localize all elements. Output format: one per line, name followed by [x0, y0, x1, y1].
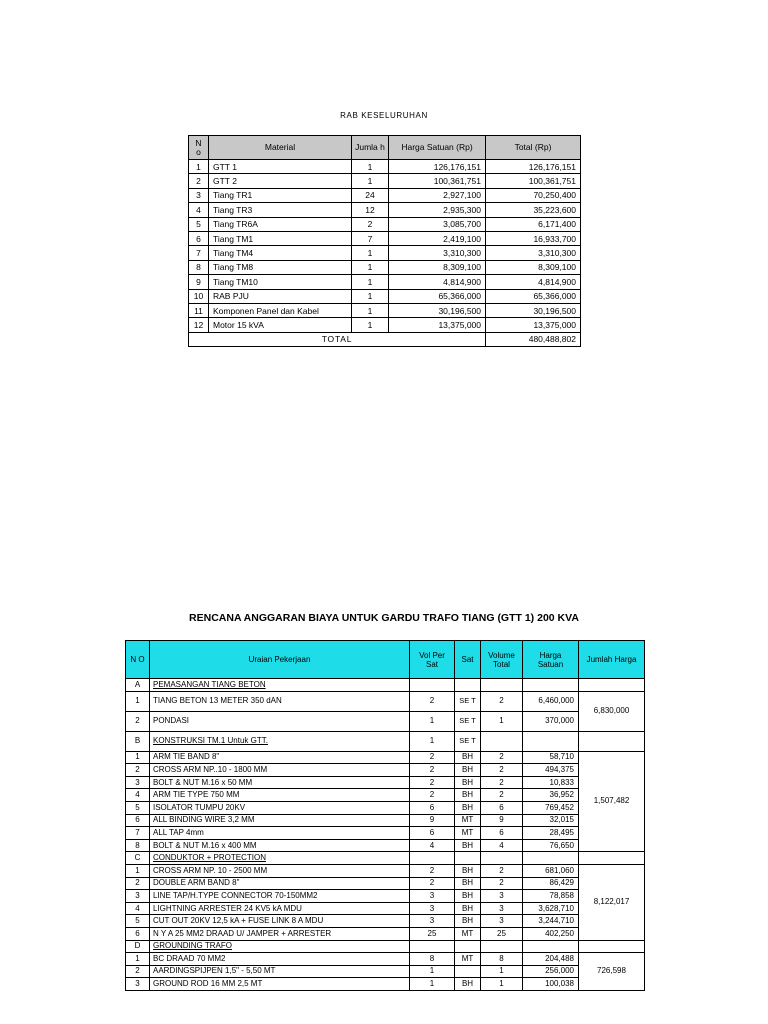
cell-harga: 10,833	[523, 776, 579, 789]
cell-volume: 2	[481, 691, 523, 711]
cell-jumlah: 1	[352, 160, 389, 174]
cell-vol	[410, 940, 455, 953]
cell-harga: 204,488	[523, 953, 579, 966]
cell-no: 5	[126, 801, 150, 814]
cell-vol: 2	[410, 789, 455, 802]
cell-sat: BH	[455, 839, 481, 852]
cell-sat: MT	[455, 927, 481, 940]
cell-vol: 2	[410, 877, 455, 890]
table-row	[126, 902, 645, 915]
cell-uraian: TIANG BETON 13 METER 350 dAN	[150, 691, 410, 711]
cell-uraian: CROSS ARM NP. 10 - 2500 MM	[150, 864, 410, 877]
cell-harga-satuan: 100,361,751	[389, 174, 486, 188]
cell-total: 30,196,500	[486, 303, 581, 317]
cell-harga-satuan: 30,196,500	[389, 303, 486, 317]
cell-jumlah	[579, 940, 645, 953]
cell-harga	[523, 940, 579, 953]
cell-total: 3,310,300	[486, 246, 581, 260]
cell-sat: MT	[455, 814, 481, 827]
table-row	[126, 965, 645, 978]
cell-no: 8	[189, 260, 209, 274]
gtt-title: RENCANA ANGGARAN BIAYA UNTUK GARDU TRAFO TIANG (GTT 1) 200 KVA	[189, 612, 579, 624]
cell-total: 100,361,751	[486, 174, 581, 188]
cell-uraian: LIGHTNING ARRESTER 24 KV5 kA MDU	[150, 902, 410, 915]
cell-no: 2	[126, 877, 150, 890]
header-volume-total: Volume Total	[481, 641, 523, 679]
section-label: KONSTRUKSI TM.1 Untuk GTT.	[150, 731, 410, 751]
cell-harga: 36,952	[523, 789, 579, 802]
table-row	[126, 789, 645, 802]
cell-jumlah: 2	[352, 217, 389, 231]
cell-total: 126,176,151	[486, 160, 581, 174]
cell-harga: 100,038	[523, 978, 579, 991]
cell-no: 6	[126, 814, 150, 827]
cell-harga: 32,015	[523, 814, 579, 827]
cell-material: Tiang TR3	[209, 203, 352, 217]
table-row	[189, 160, 581, 174]
cell-harga	[523, 852, 579, 865]
table-row	[189, 318, 581, 332]
cell-material: Tiang TM10	[209, 275, 352, 289]
cell-material: Tiang TR1	[209, 188, 352, 202]
cell-no: 12	[189, 318, 209, 332]
header-total: Total (Rp)	[486, 136, 581, 160]
table-row	[126, 978, 645, 991]
cell-uraian: ALL BINDING WIRE 3,2 MM	[150, 814, 410, 827]
table-row	[126, 827, 645, 840]
cell-no: 3	[126, 776, 150, 789]
header-uraian: Uraian Pekerjaan	[150, 641, 410, 679]
section-label: CONDUKTOR + PROTECTION	[150, 852, 410, 865]
cell-harga-satuan: 65,366,000	[389, 289, 486, 303]
cell-no: 6	[126, 927, 150, 940]
cell-sat: BH	[455, 890, 481, 903]
cell-jumlah-harga: 6,830,000	[579, 691, 645, 731]
cell-uraian: BOLT & NUT M.16 x 400 MM	[150, 839, 410, 852]
cell-total: 8,309,100	[486, 260, 581, 274]
cell-harga: 76,650	[523, 839, 579, 852]
cell-vol: 2	[410, 691, 455, 711]
table-row	[126, 864, 645, 877]
cell-no: 7	[189, 246, 209, 260]
cell-jumlah-harga: 726,598	[579, 953, 645, 991]
cell-volume: 1	[481, 978, 523, 991]
section-label: GROUNDING TRAFO	[150, 940, 410, 953]
cell-vol: 6	[410, 827, 455, 840]
cell-uraian: ISOLATOR TUMPU 20KV	[150, 801, 410, 814]
cell-uraian: ALL TAP 4mm	[150, 827, 410, 840]
gtt-budget-table	[125, 640, 645, 991]
cell-no: 3	[189, 188, 209, 202]
cell-harga-satuan: 2,935,300	[389, 203, 486, 217]
cell-sat: BH	[455, 789, 481, 802]
cell-sat: SE T	[455, 691, 481, 711]
cell-uraian: GROUND ROD 16 MM 2,5 MT	[150, 978, 410, 991]
cell-no: 1	[189, 160, 209, 174]
cell-vol: 1	[410, 978, 455, 991]
cell-material: Tiang TM4	[209, 246, 352, 260]
cell-material: Tiang TM8	[209, 260, 352, 274]
table-row	[189, 203, 581, 217]
table-header-row	[189, 136, 581, 160]
header-jumlah: Jumla h	[352, 136, 389, 160]
cell-uraian: CROSS ARM NP..10 - 1800 MM	[150, 764, 410, 777]
rab-keseluruhan-table	[188, 135, 581, 347]
cell-harga: 402,250	[523, 927, 579, 940]
cell-sat: BH	[455, 801, 481, 814]
cell-no: 2	[126, 711, 150, 731]
header-material: Material	[209, 136, 352, 160]
cell-volume: 4	[481, 839, 523, 852]
section-row	[126, 731, 645, 751]
cell-volume: 2	[481, 877, 523, 890]
cell-volume: 3	[481, 915, 523, 928]
cell-no: 11	[189, 303, 209, 317]
cell-uraian: ARM TIE TYPE 750 MM	[150, 789, 410, 802]
cell-sat: BH	[455, 864, 481, 877]
cell-jumlah: 7	[352, 231, 389, 245]
cell-vol: 3	[410, 890, 455, 903]
cell-vol: 2	[410, 751, 455, 764]
total-row	[189, 332, 581, 346]
cell-total: 70,250,400	[486, 188, 581, 202]
cell-volume	[481, 940, 523, 953]
cell-jumlah	[579, 731, 645, 751]
cell-sat: BH	[455, 902, 481, 915]
table-row	[126, 953, 645, 966]
table-row	[189, 260, 581, 274]
cell-sat: SE T	[455, 731, 481, 751]
cell-vol: 8	[410, 953, 455, 966]
cell-jumlah: 1	[352, 318, 389, 332]
cell-sat	[455, 852, 481, 865]
cell-uraian: LINE TAP/H.TYPE CONNECTOR 70-150MM2	[150, 890, 410, 903]
table-row	[189, 275, 581, 289]
cell-uraian: BOLT & NUT M.16 x 50 MM	[150, 776, 410, 789]
cell-vol: 2	[410, 764, 455, 777]
cell-no: 8	[126, 839, 150, 852]
cell-vol: 25	[410, 927, 455, 940]
cell-vol: 2	[410, 776, 455, 789]
table-row	[189, 174, 581, 188]
cell-harga: 28,495	[523, 827, 579, 840]
cell-harga-satuan: 2,419,100	[389, 231, 486, 245]
table-row	[126, 890, 645, 903]
cell-volume: 9	[481, 814, 523, 827]
cell-harga: 6,460,000	[523, 691, 579, 711]
cell-no: 3	[126, 890, 150, 903]
cell-jumlah-harga: 8,122,017	[579, 864, 645, 940]
cell-volume: 2	[481, 776, 523, 789]
cell-volume: 1	[481, 711, 523, 731]
cell-vol: 1	[410, 731, 455, 751]
table-row	[126, 927, 645, 940]
cell-no: 9	[189, 275, 209, 289]
cell-no: 1	[126, 691, 150, 711]
cell-volume	[481, 679, 523, 692]
cell-material: GTT 2	[209, 174, 352, 188]
header-jumlah-harga: Jumlah Harga	[579, 641, 645, 679]
cell-jumlah	[579, 679, 645, 692]
section-code: D	[126, 940, 150, 953]
cell-harga-satuan: 3,085,700	[389, 217, 486, 231]
cell-sat: SE T	[455, 711, 481, 731]
section-row	[126, 852, 645, 865]
cell-material: Komponen Panel dan Kabel	[209, 303, 352, 317]
cell-sat: BH	[455, 776, 481, 789]
cell-volume	[481, 852, 523, 865]
total-label: TOTAL	[189, 332, 486, 346]
cell-no: 4	[126, 789, 150, 802]
cell-jumlah: 24	[352, 188, 389, 202]
table-row	[126, 877, 645, 890]
cell-vol: 4	[410, 839, 455, 852]
cell-volume: 2	[481, 789, 523, 802]
cell-vol: 9	[410, 814, 455, 827]
table-row	[189, 303, 581, 317]
cell-volume: 3	[481, 890, 523, 903]
cell-uraian: N Y A 25 MM2 DRAAD U/ JAMPER + ARRESTER	[150, 927, 410, 940]
table-row	[189, 217, 581, 231]
cell-harga-satuan: 4,814,900	[389, 275, 486, 289]
cell-uraian: PONDASI	[150, 711, 410, 731]
cell-jumlah: 1	[352, 246, 389, 260]
cell-uraian: ARM TIE BAND 8"	[150, 751, 410, 764]
cell-no: 6	[189, 231, 209, 245]
header-no: N O	[126, 641, 150, 679]
cell-jumlah-harga: 1,507,482	[579, 751, 645, 852]
section-code: A	[126, 679, 150, 692]
cell-uraian: BC DRAAD 70 MM2	[150, 953, 410, 966]
cell-harga-satuan: 3,310,300	[389, 246, 486, 260]
cell-material: Tiang TM1	[209, 231, 352, 245]
cell-material: Tiang TR6A	[209, 217, 352, 231]
section-code: B	[126, 731, 150, 751]
cell-harga-satuan: 126,176,151	[389, 160, 486, 174]
cell-no: 1	[126, 864, 150, 877]
cell-jumlah: 1	[352, 289, 389, 303]
cell-total: 16,933,700	[486, 231, 581, 245]
header-sat: Sat	[455, 641, 481, 679]
cell-vol: 3	[410, 915, 455, 928]
header-harga-satuan: Harga Satuan (Rp)	[389, 136, 486, 160]
cell-harga: 256,000	[523, 965, 579, 978]
cell-volume: 8	[481, 953, 523, 966]
cell-no: 5	[189, 217, 209, 231]
table-row	[126, 691, 645, 711]
section-row	[126, 940, 645, 953]
cell-volume: 6	[481, 801, 523, 814]
cell-uraian: CUT OUT 20KV 12,5 kA + FUSE LINK 8 A MDU	[150, 915, 410, 928]
table-header-row	[126, 641, 645, 679]
header-harga-satuan: Harga Satuan	[523, 641, 579, 679]
cell-harga: 681,060	[523, 864, 579, 877]
cell-no: 2	[126, 764, 150, 777]
cell-sat: BH	[455, 764, 481, 777]
cell-sat: MT	[455, 953, 481, 966]
cell-sat: BH	[455, 978, 481, 991]
cell-jumlah: 1	[352, 260, 389, 274]
table-row	[126, 751, 645, 764]
cell-jumlah: 12	[352, 203, 389, 217]
cell-no: 2	[126, 965, 150, 978]
cell-no: 5	[126, 915, 150, 928]
cell-no: 3	[126, 978, 150, 991]
section-row	[126, 679, 645, 692]
cell-sat	[455, 940, 481, 953]
table-row	[126, 814, 645, 827]
header-vol-per-sat: Vol Per Sat	[410, 641, 455, 679]
cell-volume: 25	[481, 927, 523, 940]
cell-volume: 2	[481, 864, 523, 877]
table-row	[126, 711, 645, 731]
cell-sat: BH	[455, 751, 481, 764]
cell-vol: 2	[410, 864, 455, 877]
cell-sat: BH	[455, 877, 481, 890]
cell-material: GTT 1	[209, 160, 352, 174]
cell-harga: 78,858	[523, 890, 579, 903]
cell-no: 4	[189, 203, 209, 217]
cell-volume: 2	[481, 764, 523, 777]
cell-harga: 58,710	[523, 751, 579, 764]
cell-sat: BH	[455, 915, 481, 928]
cell-vol: 3	[410, 902, 455, 915]
cell-uraian: AARDINGSPIJPEN 1,5" - 5,50 MT	[150, 965, 410, 978]
cell-harga: 769,452	[523, 801, 579, 814]
cell-no: 1	[126, 953, 150, 966]
cell-harga: 370,000	[523, 711, 579, 731]
cell-harga-satuan: 13,375,000	[389, 318, 486, 332]
cell-total: 35,223,600	[486, 203, 581, 217]
cell-jumlah: 1	[352, 174, 389, 188]
cell-jumlah: 1	[352, 303, 389, 317]
cell-harga-satuan: 8,309,100	[389, 260, 486, 274]
cell-sat	[455, 679, 481, 692]
cell-total: 65,366,000	[486, 289, 581, 303]
table-row	[126, 776, 645, 789]
cell-harga-satuan: 2,927,100	[389, 188, 486, 202]
cell-total: 4,814,900	[486, 275, 581, 289]
cell-volume	[481, 731, 523, 751]
cell-jumlah	[579, 852, 645, 865]
table-row	[126, 801, 645, 814]
cell-jumlah: 1	[352, 275, 389, 289]
section-code: C	[126, 852, 150, 865]
cell-material: RAB PJU	[209, 289, 352, 303]
cell-harga: 3,628,710	[523, 902, 579, 915]
cell-no: 10	[189, 289, 209, 303]
total-value: 480,488,802	[486, 332, 581, 346]
cell-no: 2	[189, 174, 209, 188]
table-row	[126, 915, 645, 928]
header-no: N o	[189, 136, 209, 160]
cell-no: 1	[126, 751, 150, 764]
cell-no: 7	[126, 827, 150, 840]
cell-total: 6,171,400	[486, 217, 581, 231]
cell-volume: 2	[481, 751, 523, 764]
rab-title: RAB KESELURUHAN	[340, 111, 428, 120]
cell-harga: 86,429	[523, 877, 579, 890]
cell-sat: MT	[455, 827, 481, 840]
cell-volume: 6	[481, 827, 523, 840]
cell-uraian: DOUBLE ARM BAND 8"	[150, 877, 410, 890]
cell-vol: 1	[410, 711, 455, 731]
cell-vol: 1	[410, 965, 455, 978]
cell-vol: 6	[410, 801, 455, 814]
table-row	[189, 188, 581, 202]
cell-total: 13,375,000	[486, 318, 581, 332]
cell-no: 4	[126, 902, 150, 915]
table-row	[189, 231, 581, 245]
cell-harga: 3,244,710	[523, 915, 579, 928]
table-row	[126, 839, 645, 852]
cell-volume: 3	[481, 902, 523, 915]
table-row	[126, 764, 645, 777]
cell-vol	[410, 679, 455, 692]
cell-volume: 1	[481, 965, 523, 978]
cell-harga: 494,375	[523, 764, 579, 777]
table-row	[189, 289, 581, 303]
cell-sat	[455, 965, 481, 978]
cell-harga	[523, 731, 579, 751]
cell-harga	[523, 679, 579, 692]
cell-material: Motor 15 kVA	[209, 318, 352, 332]
table-row	[189, 246, 581, 260]
cell-vol	[410, 852, 455, 865]
section-label: PEMASANGAN TIANG BETON	[150, 679, 410, 692]
